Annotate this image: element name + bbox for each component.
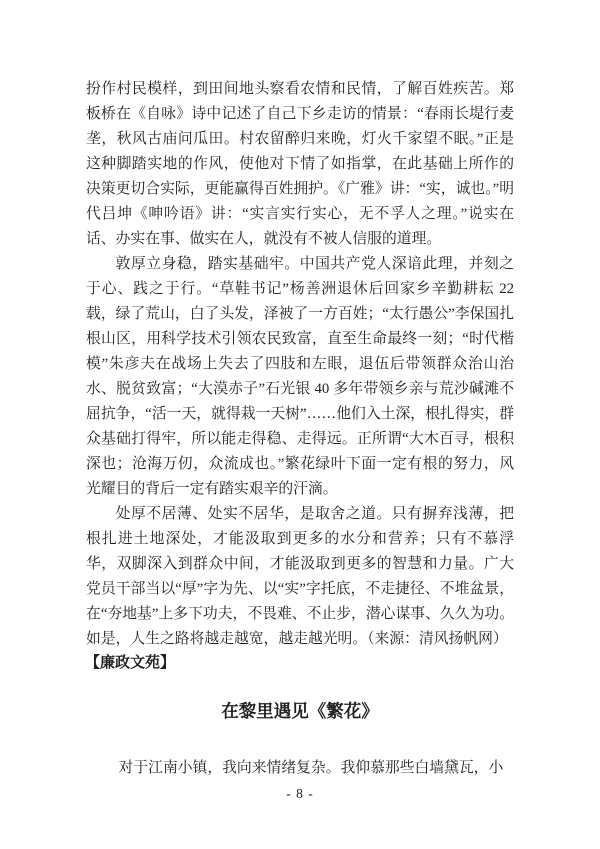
- article-opening-paragraph: 对于江南小镇，我向来情绪复杂。我仰慕那些白墙黛瓦，小: [118, 760, 504, 776]
- paragraph: 处厚不居薄、处实不居华，是取舍之道。只有摒弃浅薄，把根扎进土地深处，才能汲取到更多的水分和营养；只有不慕浮华，双脚深入到群众中间，才能汲取到更多的智慧和力量。广大党员干部当以“厚”字为先、以“实”字托底，不走捷径、不堆盆景，在“夯地基”上多下功夫，不畏难、不止步，潜心谋事、久久为功。如是，人生之路将越走越宽，越走越光明。（来源：清风扬帆网）: [86, 506, 514, 647]
- page-number: - 8 -: [286, 786, 314, 801]
- body-paragraphs: [86, 77, 514, 652]
- section-header: 【廉政文苑】: [85, 655, 176, 671]
- paragraph: 扮作村民模样，到田间地头察看农情和民情，了解百姓疾苦。郑板桥在《自咏》诗中记述了自己下乡走访的情景：“春雨长堤行麦垄，秋风古庙问瓜田。村农留醉归来晚，灯火千家望不眠。”正是这种脚踏实地的作风，使他对下情了如指掌，在此基础上所作的决策更切合实际，更能赢得百姓拥护。《广雅》讲：“实，诚也。”明代吕坤《呻吟语》讲：“实言实行实心，无不孚人之理。”说实在话、办实在事、做实在人，就没有不被人信服的道理。: [86, 81, 514, 247]
- article-title: 在黎里遇见《繁花》: [221, 701, 379, 721]
- paragraph: 敦厚立身稳，踏实基础牢。中国共产党人深谙此理，并刻之于心、践之于行。“草鞋书记”杨善洲退休后回家乡辛勤耕耘 22 载，绿了荒山，白了头发，泽被了一方百姓；“太行愚公”李保国扎根山区，用科学技术引领农民致富，直至生命最终一刻；“时代楷模”朱彦夫在战场上失去了四肢和左眼，退伍后带领群众治山治水、脱贫致富；“大漠赤子”石光银 40 多年带领乡亲与荒沙碱滩不屈抗争，“活一天，就得栽一天树”……他们入土深，根扎得实，群众基础打得牢，所以能走得稳、走得远。正所谓“大木百寻，根积深也；沧海万仞，众流成也。”繁花绿叶下面一定有根的努力，风光耀目的背后一定有踏实艰辛的汗滴。: [86, 256, 514, 497]
